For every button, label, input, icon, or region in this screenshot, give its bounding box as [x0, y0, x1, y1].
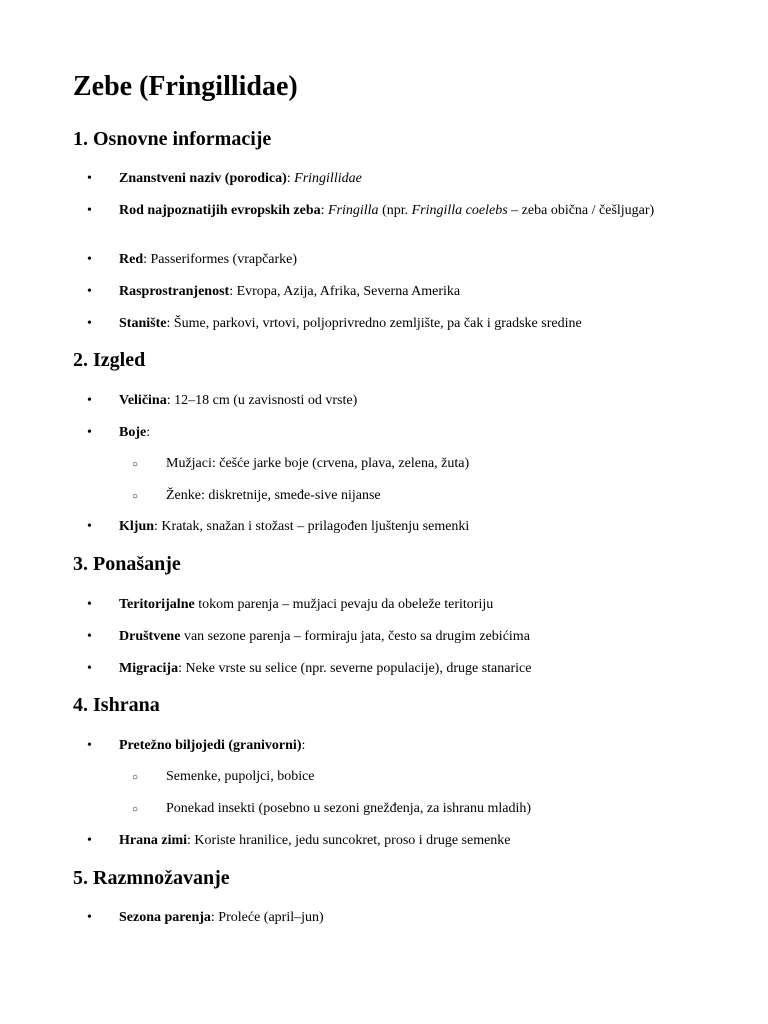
- list-item: [87, 737, 679, 754]
- item-label: Boje: [119, 425, 147, 440]
- list-item: [87, 202, 664, 219]
- item-label: Stanište: [119, 316, 167, 331]
- list-item: [87, 628, 679, 645]
- item-label: Hrana zimi: [119, 833, 188, 848]
- list-item: [87, 315, 679, 332]
- section-heading-izgled: 2. Izgled: [73, 349, 146, 371]
- circle-bullet-icon: ○: [132, 772, 139, 783]
- list-item: [87, 596, 679, 613]
- document-title: Zebe (Fringillidae): [73, 71, 298, 102]
- item-label: Teritorijalne: [119, 597, 195, 612]
- item-label: Red: [119, 252, 144, 267]
- list-item: [87, 424, 679, 441]
- section-heading-ponasanje: 3. Ponašanje: [73, 553, 181, 575]
- item-label: Znanstveni naziv (porodica): [119, 171, 287, 186]
- item-text: :: [301, 738, 306, 753]
- bullet-icon: •: [87, 203, 92, 218]
- circle-bullet-icon: ○: [132, 459, 139, 470]
- item-text: : Kratak, snažan i stožast – prilagođen ljuštenju semenki: [154, 519, 470, 534]
- item-text: Ponekad insekti (posebno u sezoni gnežđenja, za ishranu mladih): [166, 801, 532, 816]
- section-heading-osnovne-informacije: 1. Osnovne informacije: [73, 128, 272, 150]
- item-label: Migracija: [119, 661, 179, 676]
- item-text: :: [146, 425, 151, 440]
- item-text: van sezone parenja – formiraju jata, često sa drugim zebićima: [180, 629, 530, 644]
- bullet-icon: •: [87, 519, 92, 534]
- list-item: [87, 832, 679, 849]
- bullet-icon: •: [87, 629, 92, 644]
- item-text: Semenke, pupoljci, bobice: [166, 769, 315, 784]
- sub-list-item: [132, 487, 686, 504]
- bullet-icon: •: [87, 661, 92, 676]
- sub-list-item: [132, 455, 686, 472]
- item-text: : Šume, parkovi, vrtovi, poljoprivredno zemljište, pa čak i gradske sredine: [166, 316, 582, 331]
- list-item: [87, 251, 679, 268]
- bullet-icon: •: [87, 910, 92, 925]
- item-label: Pretežno biljojedi (granivorni): [119, 738, 302, 753]
- bullet-icon: •: [87, 171, 92, 186]
- item-value: Fringillidae: [294, 171, 362, 186]
- list-item: [87, 518, 679, 535]
- item-text: : Evropa, Azija, Afrika, Severna Amerika: [229, 284, 461, 299]
- list-item: [87, 909, 679, 926]
- bullet-icon: •: [87, 393, 92, 408]
- item-separator: :: [320, 203, 328, 218]
- item-separator: :: [286, 171, 295, 186]
- item-label: Veličina: [119, 393, 167, 408]
- bullet-icon: •: [87, 284, 92, 299]
- list-item: [87, 170, 679, 187]
- section-heading-ishrana: 4. Ishrana: [73, 694, 160, 716]
- item-text: (npr.: [378, 203, 412, 218]
- bullet-icon: •: [87, 252, 92, 267]
- list-item: [87, 660, 679, 677]
- item-label: Sezona parenja: [119, 910, 211, 925]
- sub-list-item: [132, 800, 686, 817]
- item-text: Ženke: diskretnije, smeđe-sive nijanse: [166, 488, 381, 503]
- item-label: Kljun: [119, 519, 155, 534]
- bullet-icon: •: [87, 425, 92, 440]
- item-text: – zeba obična / češljugar): [507, 203, 655, 218]
- section-heading-razmnozavanje: 5. Razmnožavanje: [73, 867, 230, 889]
- item-text: : Passeriformes (vrapčarke): [143, 252, 298, 267]
- circle-bullet-icon: ○: [132, 491, 139, 502]
- sub-list-item: [132, 768, 686, 785]
- item-text: : Koriste hranilice, jedu suncokret, proso i druge semenke: [187, 833, 511, 848]
- item-text: : Proleće (april–jun): [210, 910, 324, 925]
- item-label: Društvene: [119, 629, 181, 644]
- item-text: : Neke vrste su selice (npr. severne populacije), druge stanarice: [178, 661, 532, 676]
- item-value: Fringilla: [328, 203, 379, 218]
- item-text: Mužjaci: češće jarke boje (crvena, plava, zelena, žuta): [166, 456, 470, 471]
- item-text: : 12–18 cm (u zavisnosti od vrste): [166, 393, 358, 408]
- list-item: [87, 283, 679, 300]
- circle-bullet-icon: ○: [132, 804, 139, 815]
- item-label: Rod najpoznatijih evropskih zeba: [119, 203, 321, 218]
- bullet-icon: •: [87, 316, 92, 331]
- bullet-icon: •: [87, 597, 92, 612]
- item-label: Rasprostranjenost: [119, 284, 230, 299]
- item-text: tokom parenja – mužjaci pevaju da obeleže teritoriju: [194, 597, 494, 612]
- bullet-icon: •: [87, 833, 92, 848]
- bullet-icon: •: [87, 738, 92, 753]
- item-value: Fringilla coelebs: [411, 203, 508, 218]
- list-item: [87, 392, 679, 409]
